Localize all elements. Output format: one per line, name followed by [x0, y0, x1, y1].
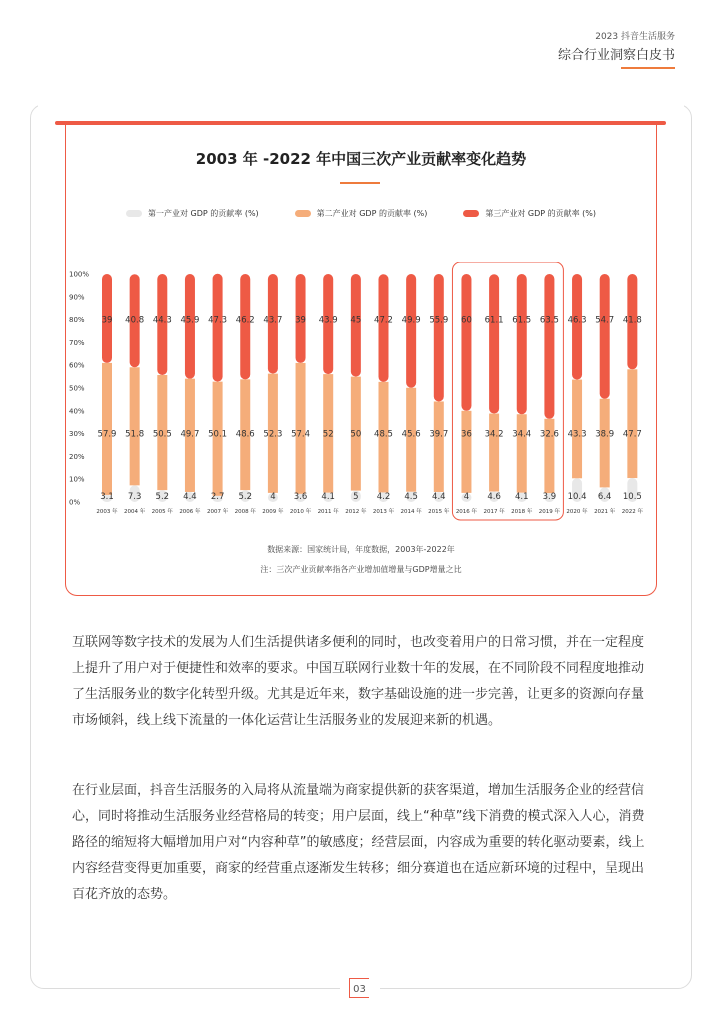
data-label-tertiary: 60: [461, 315, 472, 326]
data-label-primary: 10.4: [567, 492, 587, 502]
data-label-secondary: 57.4: [291, 429, 311, 440]
data-label-secondary: 36: [461, 429, 472, 440]
x-tick-label: 2009 年: [262, 509, 284, 515]
data-label-secondary: 38.9: [595, 429, 615, 440]
bar-segment-2: [489, 414, 499, 492]
legend-swatch-primary: [126, 210, 142, 217]
bar-segment-3: [240, 274, 250, 379]
data-label-tertiary: 40.8: [125, 315, 145, 326]
data-label-tertiary: 44.3: [152, 315, 172, 326]
data-label-tertiary: 55.9: [429, 315, 449, 326]
data-label-tertiary: 49.9: [401, 315, 421, 326]
bar-segment-3: [600, 274, 610, 399]
data-label-secondary: 48.6: [235, 429, 255, 440]
y-tick-label: 40%: [69, 407, 85, 416]
frame-gap: [38, 98, 684, 112]
x-tick-label: 2003 年: [96, 509, 118, 515]
x-tick-label: 2008 年: [234, 509, 256, 515]
x-tick-label: 2015 年: [428, 509, 450, 515]
data-label-primary: 5.2: [238, 492, 253, 502]
legend-label-tertiary: 第三产业对 GDP 的贡献率 (%): [485, 209, 596, 218]
y-tick-label: 20%: [69, 452, 85, 461]
page-number: 03: [349, 978, 369, 998]
x-tick-label: 2010 年: [289, 509, 312, 515]
x-tick-label: 2011 年: [317, 509, 339, 515]
data-label-secondary: 34.2: [484, 429, 504, 440]
bar-segment-2: [627, 369, 637, 478]
data-label-primary: 7.3: [127, 492, 142, 502]
data-label-tertiary: 39: [295, 315, 306, 326]
data-label-secondary: 50: [350, 429, 362, 440]
x-tick-label: 2014 年: [400, 509, 422, 515]
data-label-primary: 5: [353, 492, 359, 502]
data-label-tertiary: 39: [101, 315, 113, 326]
bar-segment-3: [572, 274, 582, 380]
data-label-secondary: 52.3: [263, 429, 283, 440]
y-tick-label: 60%: [69, 361, 85, 370]
data-label-primary: 5.2: [155, 492, 170, 502]
data-label-tertiary: 47.3: [208, 315, 228, 326]
data-label-primary: 3.6: [293, 492, 308, 502]
chart-legend: [65, 208, 657, 219]
bar-segment-3: [544, 274, 554, 419]
bar-segment-2: [406, 388, 416, 492]
chart-note: 注：三次产业贡献率指各产业增加值增量与GDP增量之比: [260, 565, 462, 574]
data-label-secondary: 47.7: [622, 429, 642, 440]
bar-segment-2: [517, 414, 527, 492]
chart-top-bar: [55, 121, 666, 125]
legend-item-primary: [126, 208, 259, 219]
data-label-primary: 4.5: [404, 492, 418, 502]
bar-segment-2: [130, 367, 140, 485]
data-label-primary: 10.5: [622, 492, 642, 502]
x-tick-label: 2016 年: [455, 509, 478, 515]
bar-segment-3: [406, 274, 416, 388]
bar-segment-2: [600, 399, 610, 488]
data-label-secondary: 50.1: [208, 429, 228, 440]
data-label-primary: 4.1: [514, 492, 529, 502]
body-paragraph-1: 互联网等数字技术的发展为人们生活提供诸多便利的同时，也改变着用户的日常习惯，并在一定程度上提升了用户对于便捷性和效率的要求。中国互联网行业数十年的发展，在不同阶段不同程度地推动了生活服务业的数字化转型升级。尤其是近年来，数字基础设施的进一步完善，让更多的资源向存量市场倾斜，线上线下流量的一体化运营让生活服务业的发展迎来新的机遇。: [72, 635, 645, 728]
data-label-tertiary: 45: [350, 315, 362, 326]
bar-segment-2: [296, 363, 306, 494]
data-label-tertiary: 45.9: [180, 315, 200, 326]
x-tick-label: 2012 年: [345, 509, 367, 515]
x-tick-label: 2022 年: [621, 509, 643, 515]
data-label-primary: 4.4: [432, 492, 446, 502]
data-label-secondary: 49.7: [180, 429, 200, 440]
bar-segment-3: [517, 274, 527, 414]
header-title: 综合行业洞察白皮书: [557, 48, 675, 63]
data-label-tertiary: 54.7: [595, 315, 615, 326]
legend-label-secondary: 第二产业对 GDP 的贡献率 (%): [316, 209, 428, 218]
y-tick-label: 50%: [69, 384, 85, 393]
data-label-tertiary: 46.3: [567, 315, 587, 326]
data-label-tertiary: 61.1: [484, 315, 504, 326]
legend-swatch-tertiary: [463, 210, 479, 217]
x-tick-label: 2021 年: [594, 509, 616, 515]
x-tick-label: 2017 年: [483, 509, 505, 515]
data-label-tertiary: 46.2: [235, 315, 255, 326]
data-label-primary: 3.9: [542, 492, 557, 502]
y-tick-label: 80%: [69, 316, 85, 325]
data-label-secondary: 51.8: [125, 429, 145, 440]
x-tick-label: 2019 年: [538, 509, 561, 515]
data-label-secondary: 50.5: [152, 429, 172, 440]
data-label-primary: 2.7: [210, 492, 225, 502]
bar-segment-2: [434, 401, 444, 492]
x-tick-label: 2013 年: [372, 509, 395, 515]
bar-segment-3: [213, 274, 223, 382]
chart-source: 数据来源：国家统计局，年度数据，2003年-2022年: [267, 545, 455, 554]
data-label-secondary: 34.4: [512, 429, 532, 440]
bar-segment-3: [461, 274, 471, 411]
bar-segment-2: [461, 411, 471, 493]
data-label-primary: 4.4: [183, 492, 197, 502]
x-tick-label: 2018 年: [511, 509, 533, 515]
y-tick-label: 0%: [69, 498, 81, 507]
legend-label-primary: 第一产业对 GDP 的贡献率 (%): [148, 209, 259, 218]
chart-title: 2003 年 -2022 年中国三次产业贡献率变化趋势: [195, 150, 527, 168]
data-label-secondary: 57.9: [97, 429, 117, 440]
data-label-primary: 6.4: [597, 492, 612, 502]
chart-title-underline: [340, 182, 380, 184]
bar-segment-3: [379, 274, 389, 382]
data-label-tertiary: 61.5: [512, 315, 532, 326]
data-label-primary: 3.1: [100, 492, 114, 502]
x-tick-label: 2005 年: [151, 509, 173, 515]
data-label-secondary: 52: [322, 429, 334, 440]
data-label-primary: 4.6: [487, 492, 501, 502]
header-underline: [621, 67, 675, 69]
legend-item-secondary: [295, 208, 428, 219]
bar-segment-3: [185, 274, 195, 379]
y-tick-label: 30%: [69, 430, 85, 439]
y-tick-label: 10%: [69, 475, 85, 484]
data-label-tertiary: 41.8: [622, 315, 642, 326]
data-label-secondary: 43.3: [567, 429, 587, 440]
x-tick-label: 2006 年: [179, 509, 201, 515]
data-label-tertiary: 43.7: [263, 315, 283, 326]
data-label-secondary: 39.7: [429, 429, 449, 440]
data-label-tertiary: 43.9: [318, 315, 338, 326]
y-tick-label: 100%: [69, 270, 90, 279]
x-tick-label: 2020 年: [566, 509, 588, 515]
bar-segment-3: [434, 274, 444, 401]
data-label-secondary: 32.6: [539, 429, 559, 440]
legend-item-tertiary: [463, 208, 596, 219]
data-label-tertiary: 63.5: [539, 315, 559, 326]
data-label-primary: 4: [463, 492, 470, 502]
data-label-secondary: 48.5: [374, 429, 393, 440]
stacked-bar-chart: [65, 262, 657, 524]
data-label-primary: 4.2: [376, 492, 391, 502]
y-tick-label: 90%: [69, 293, 85, 302]
legend-swatch-secondary: [295, 210, 311, 217]
bar-segment-3: [489, 274, 499, 413]
data-label-primary: 4: [270, 492, 276, 502]
y-tick-label: 70%: [69, 338, 85, 347]
header-subtitle: 2023 抖音生活服务: [595, 32, 675, 42]
x-tick-label: 2007 年: [206, 509, 229, 515]
data-label-tertiary: 47.2: [374, 315, 393, 326]
data-label-primary: 4.1: [321, 492, 335, 502]
data-label-secondary: 45.6: [401, 429, 421, 440]
x-tick-label: 2004 年: [124, 509, 146, 515]
body-paragraph-2: 在行业层面，抖音生活服务的入局将从流量端为商家提供新的获客渠道，增加生活服务企业的经营信心，同时将推动生活服务业经营格局的转变；用户层面，线上“种草”线下消费的模式深入人心，消费路径的缩短将大幅增加用户对“内容种草”的敏感度；经营层面，内容成为重要的转化驱动要素，线上内容经营变得更加重要，商家的经营重点逐渐发生转移；细分赛道也在适应新环境的过程中，呈现出百花齐放的态势。: [72, 783, 645, 902]
